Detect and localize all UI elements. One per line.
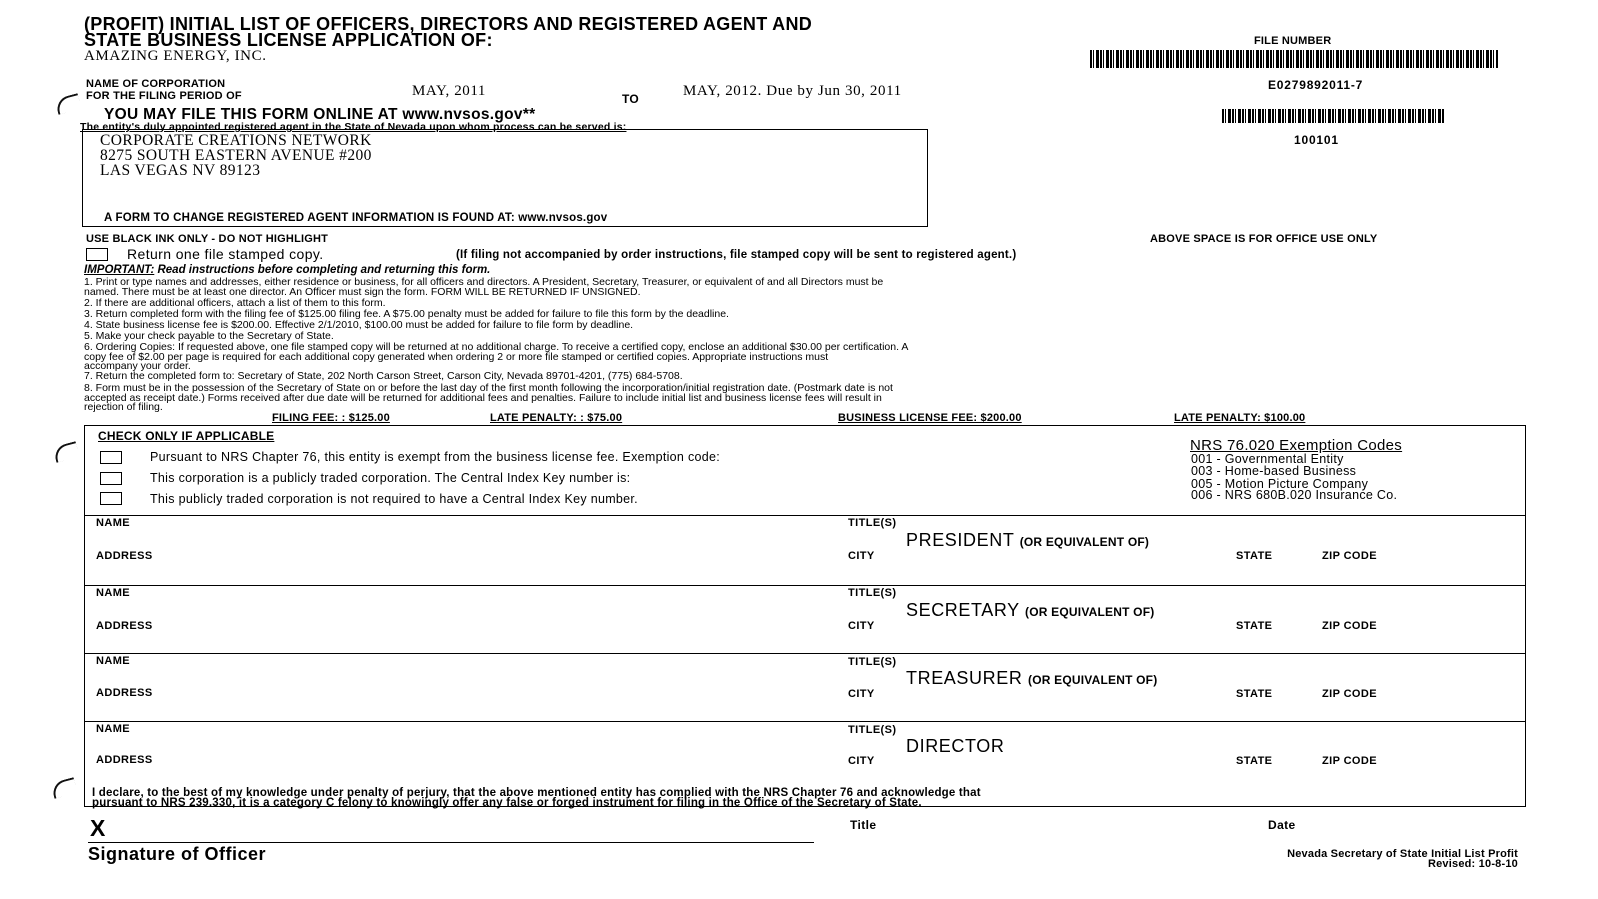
return-copy-checkbox[interactable]	[86, 248, 108, 261]
officer-zip-label: ZIP CODE	[1322, 550, 1377, 562]
director-role: DIRECTOR	[906, 736, 1005, 756]
treasurer-title	[906, 668, 1157, 689]
agent-line2: 8275 SOUTH EASTERN AVENUE #200	[100, 147, 372, 164]
president-role: PRESIDENT	[906, 530, 1015, 550]
instruction-3: 3. Return completed form with the filing fee of $125.00 filing fee. A $75.00 penalty must be added for failure to file this form by the deadline.	[84, 308, 729, 320]
file-number: E0279892011-7	[1268, 78, 1364, 92]
officer-zip-label: ZIP CODE	[1322, 755, 1377, 767]
agent-line1: CORPORATE CREATIONS NETWORK	[100, 132, 372, 149]
instruction-8c: rejection of filing.	[84, 401, 163, 413]
return-copy-label: Return one file stamped copy.	[127, 246, 324, 262]
secretary-title	[906, 600, 1154, 621]
instruction-5: 5. Make your check payable to the Secretary of State.	[84, 330, 334, 342]
office-barcode	[1222, 109, 1444, 123]
officer-city-label: CITY	[848, 755, 875, 767]
publicly-traded-option: This corporation is a publicly traded corporation. The Central Index Key number is:	[150, 471, 631, 485]
filing-period-to-label: TO	[622, 92, 639, 106]
officer-title-label: TITLE(S)	[848, 517, 897, 529]
form-title-line1: (PROFIT) INITIAL LIST OF OFFICERS, DIRECTORS AND REGISTERED AGENT AND	[84, 14, 813, 34]
return-copy-note: (If filing not accompanied by order instructions, file stamped copy will be sent to registered agent.)	[456, 249, 1017, 261]
officer-title-label: TITLE(S)	[848, 587, 897, 599]
black-ink-note: USE BLACK INK ONLY - DO NOT HIGHLIGHT	[86, 233, 329, 245]
file-number-label: FILE NUMBER	[1254, 35, 1332, 47]
officer-name-label: NAME	[96, 655, 130, 667]
officer-address-label: ADDRESS	[96, 754, 153, 766]
instruction-4: 4. State business license fee is $200.00. Effective 2/1/2010, $100.00 must be added for failure to file form by deadline.	[84, 319, 634, 331]
agent-line3: LAS VEGAS NV 89123	[100, 162, 261, 179]
equivalent-note: (OR EQUIVALENT OF)	[1028, 673, 1158, 687]
president-title	[906, 530, 1149, 551]
row-divider	[84, 721, 1526, 722]
officer-state-label: STATE	[1236, 755, 1273, 767]
important-label: IMPORTANT:	[84, 264, 155, 276]
officer-address-label: ADDRESS	[96, 687, 153, 699]
instruction-8a: 8. Form must be in the possession of the Secretary of State on or before the last day of the first month following the incorporation/initial registration date. (Postmark date is not	[84, 382, 893, 394]
instruction-2: 2. If there are additional officers, attach a list of them to this form.	[84, 297, 386, 309]
officer-title-label: TITLE(S)	[848, 724, 897, 736]
officer-zip-label: ZIP CODE	[1322, 688, 1377, 700]
equivalent-note: (OR EQUIVALENT OF)	[1025, 605, 1155, 619]
officer-state-label: STATE	[1236, 688, 1273, 700]
registered-agent-note: The entity's duly appointed registered agent in the State of Nevada upon whom process can be served is:	[80, 121, 627, 133]
file-online-notice: YOU MAY FILE THIS FORM ONLINE AT www.nvsos.gov**	[104, 106, 536, 123]
officer-name-label: NAME	[96, 723, 130, 735]
business-license-fee: BUSINESS LICENSE FEE: $200.00	[838, 412, 1022, 424]
exemption-code-item: 001 - Governmental Entity	[1191, 452, 1344, 466]
exemption-code-item: 003 - Home-based Business	[1191, 464, 1357, 478]
signature-date-label: Date	[1268, 818, 1296, 832]
footer-line1: Nevada Secretary of State Initial List Profit	[1287, 848, 1518, 860]
officer-name-label: NAME	[96, 587, 130, 599]
exemption-option: Pursuant to NRS Chapter 76, this entity is exempt from the business license fee. Exemption code:	[150, 450, 721, 464]
exemption-checkbox[interactable]	[100, 451, 122, 464]
signature-x-mark: X	[90, 815, 106, 841]
officer-state-label: STATE	[1236, 620, 1273, 632]
declaration-line2: pursuant to NRS 239.330, it is a category C felony to knowingly offer any false or forged instrument for filing in the Office of the Secretary of State.	[92, 797, 922, 809]
instruction-7: 7. Return the completed form to: Secretary of State, 202 North Carson Street, Carson City, Nevada 89701-4201, (775) 684-5708.	[84, 370, 683, 382]
officer-city-label: CITY	[848, 620, 875, 632]
declaration-line1: I declare, to the best of my knowledge under penalty of perjury, that the above mentioned entity has complied with the NRS Chapter 76 and acknowledge that	[92, 787, 981, 799]
officer-title-label: TITLE(S)	[848, 656, 897, 668]
row-divider	[84, 653, 1526, 654]
corporation-name: AMAZING ENERGY, INC.	[84, 48, 267, 64]
staple-mark	[54, 93, 81, 115]
officer-city-label: CITY	[848, 550, 875, 562]
office-use-note: ABOVE SPACE IS FOR OFFICE USE ONLY	[1150, 233, 1378, 245]
treasurer-role: TREASURER	[906, 668, 1023, 688]
exemption-code-item: 005 - Motion Picture Company	[1191, 477, 1369, 491]
officer-state-label: STATE	[1236, 550, 1273, 562]
important-text: Read instructions before completing and returning this form.	[157, 264, 491, 276]
instruction-6c: accompany your order.	[84, 360, 191, 372]
office-code: 100101	[1294, 133, 1339, 147]
officer-name-label: NAME	[96, 517, 130, 529]
late-penalty-license: LATE PENALTY: $100.00	[1174, 412, 1306, 424]
instruction-8b: accepted as receipt date.) Forms received after due date will be returned for additional fees and penalties. Failure to include initial list and business license fees will result in	[84, 392, 882, 404]
row-divider	[84, 515, 1526, 516]
exemption-codes-heading: NRS 76.020 Exemption Codes	[1190, 437, 1403, 454]
applicable-heading: CHECK ONLY IF APPLICABLE	[98, 429, 275, 443]
staple-mark	[52, 441, 79, 463]
change-agent-note: A FORM TO CHANGE REGISTERED AGENT INFORMATION IS FOUND AT: www.nvsos.gov	[104, 212, 608, 224]
officer-city-label: CITY	[848, 688, 875, 700]
publicly-traded-checkbox[interactable]	[100, 472, 122, 485]
instruction-1b: named. There must be at least one director. An Officer must sign the form. FORM WILL BE RETURNED IF UNSIGNED.	[84, 286, 641, 298]
filing-period-from: MAY, 2011	[412, 83, 487, 99]
filing-fee: FILING FEE: : $125.00	[272, 412, 390, 424]
officer-zip-label: ZIP CODE	[1322, 620, 1377, 632]
no-cik-checkbox[interactable]	[100, 492, 122, 505]
instruction-1a: 1. Print or type names and addresses, either residence or business, for all officers and directors. A President, Secretary, Treasurer, or equivalent of and all Directors must be	[84, 276, 884, 288]
form-title-line2: STATE BUSINESS LICENSE APPLICATION OF:	[84, 30, 493, 50]
signature-line[interactable]	[88, 842, 814, 843]
late-penalty-filing: LATE PENALTY: : $75.00	[490, 412, 623, 424]
exemption-code-item: 006 - NRS 680B.020 Insurance Co.	[1191, 488, 1398, 502]
no-cik-option: This publicly traded corporation is not required to have a Central Index Key number.	[150, 492, 638, 506]
important-notice	[84, 264, 490, 276]
file-number-barcode	[1090, 50, 1498, 68]
staple-mark	[50, 777, 77, 799]
officer-address-label: ADDRESS	[96, 620, 153, 632]
officer-address-label: ADDRESS	[96, 550, 153, 562]
instruction-6b: copy fee of $2.00 per page is required for each additional copy generated when ordering 2 or more file stamped or certified copies. Appropriate instructions must	[84, 351, 829, 363]
row-divider	[84, 585, 1526, 586]
instruction-6a: 6. Ordering Copies: If requested above, one file stamped copy will be returned at no additional charge. To receive a certified copy, enclose an additional $30.00 per certification. A	[84, 341, 909, 353]
footer-line2: Revised: 10-8-10	[1427, 858, 1518, 870]
filing-period-label: FOR THE FILING PERIOD OF	[86, 90, 242, 102]
secretary-role: SECRETARY	[906, 600, 1020, 620]
filing-period-to: MAY, 2012. Due by Jun 30, 2011	[683, 83, 902, 99]
signature-title-label: Title	[850, 818, 877, 832]
corporation-name-label: NAME OF CORPORATION	[86, 78, 226, 90]
equivalent-note: (OR EQUIVALENT OF)	[1019, 535, 1150, 549]
signature-label: Signature of Officer	[88, 844, 267, 864]
